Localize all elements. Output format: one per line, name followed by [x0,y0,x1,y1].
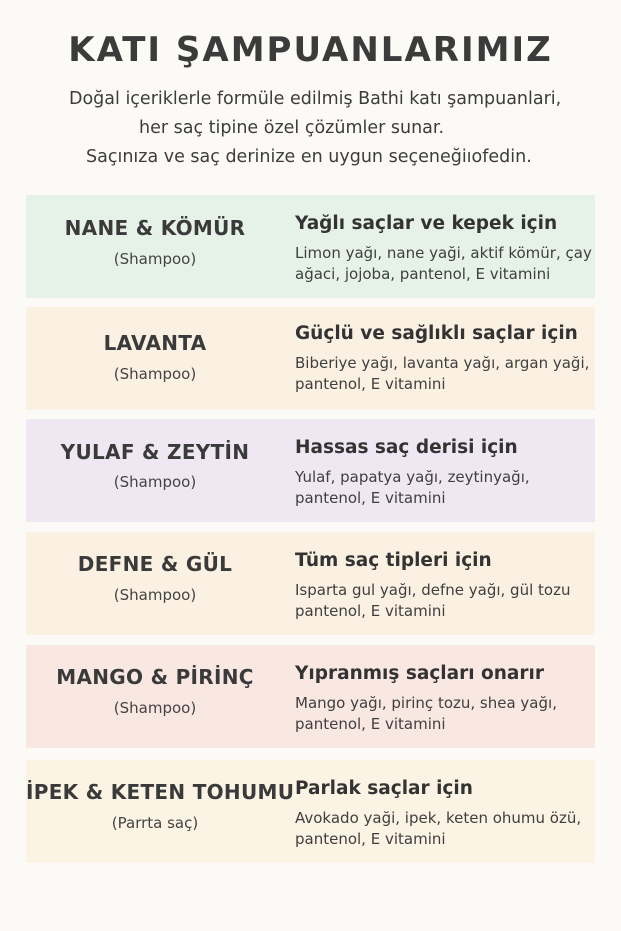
product-benefit: Yıpranmış saçları onarır [295,663,544,684]
page-title: KATI ŞAMPUANLARIMIZ [68,30,553,70]
product-card-lavanta [26,307,595,410]
intro-line: her saç tipine özel çözümler sunar. [139,118,445,138]
intro-line: Saçınıza ve saç derinize en uygun seçeneğiıofedin. [86,147,532,167]
product-type: (Shampoo) [113,365,197,383]
product-card-mango-pirinc [26,645,595,748]
product-name: NANE & KÖMÜR [64,216,246,240]
product-card-nane-komur [26,195,595,298]
product-card-yulaf-zeytin [26,419,595,522]
product-benefit: Yağlı saçlar ve kepek için [295,213,558,234]
product-type: (Shampoo) [113,586,197,604]
product-ingredients: Yulaf, papatya yağı, zeytinyağı, pantenol, E vitamini [295,468,530,507]
product-type: (Parrta saç) [111,814,199,832]
product-benefit: Tüm saç tipleri için [295,550,492,571]
product-name: LAVANTA [103,331,207,355]
product-name: MANGO & PİRİNÇ [56,665,254,689]
product-ingredients: Avokado yaği, ipek, keten ohumu özü, pantenol, E vitamini [295,809,582,848]
product-benefit: Hassas saç derisi için [295,437,518,458]
product-name: DEFNE & GÜL [77,552,233,576]
product-benefit: Güçlü ve sağlıklı saçlar için [295,323,578,344]
product-ingredients: Mango yağı, pirinç tozu, shea yağı, pantenol, E vitamini [295,694,557,733]
product-name: YULAF & ZEYTİN [60,440,250,464]
product-type: (Shampoo) [113,699,197,717]
product-type: (Shampoo) [113,473,197,491]
product-ingredients: Isparta gul yağı, defne yağı, gül tozu pantenol, E vitamini [295,581,571,620]
intro-line: Doğal içeriklerle formüle edilmiş Bathi katı şampuanlari, [69,89,562,109]
product-card-defne-gul [26,532,595,635]
product-ingredients: Biberiye yağı, lavanta yağı, argan yaği, pantenol, E vitamini [295,354,590,393]
product-name: İPEK & KETEN TOHUMU [26,780,295,804]
product-card-ipek-keten [26,760,595,863]
product-type: (Shampoo) [113,250,197,268]
product-ingredients: Limon yağı, nane yaği, aktif kömür, çay ağaci, jojoba, pantenol, E vitamini [295,244,592,283]
product-benefit: Parlak saçlar için [295,778,473,799]
